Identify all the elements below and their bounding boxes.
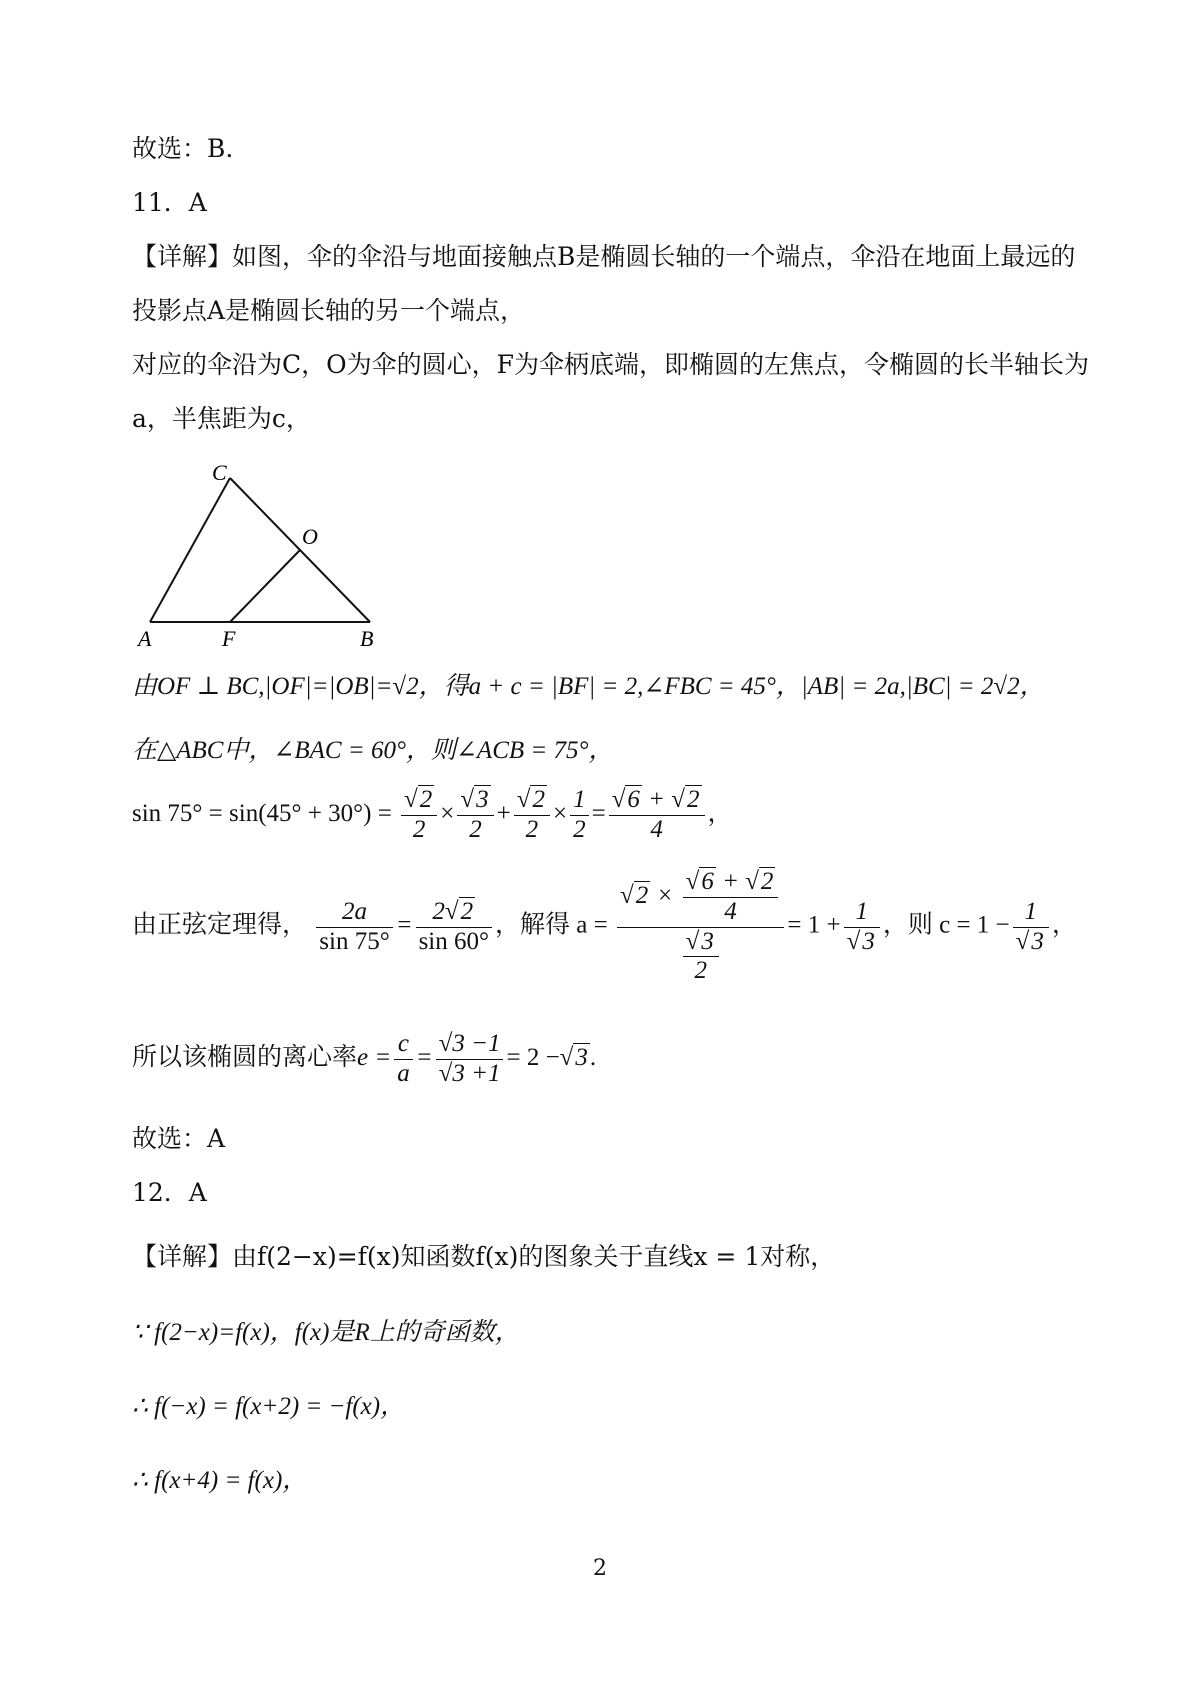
sin75-equation: sin 75° = sin(45° + 30°) = $\frac{√2}{2}$ × $\frac{√3}{2}$ + $\frac{√2}{2}$ × $\frac{1}{2}$ = $\frac{√6 + √2}{4}$ ， (132, 786, 733, 843)
text-line-eq3: ∵ f(2−x)=f(x)，f(x)是R上的奇函数， (132, 1319, 520, 1346)
label-B: B (360, 626, 374, 648)
text-line-eq5: ∴ f(x+4) = f(x)， (132, 1467, 308, 1494)
page-number: 2 (593, 1556, 607, 1581)
text-line: a，半焦距为c， (132, 404, 311, 433)
fraction: $\frac{√3}{2}$ (457, 786, 493, 845)
text-line-eq4: ∴ f(−x) = f(x+2) = −f(x)， (132, 1393, 406, 1420)
eq-lhs: sin 75° = sin(45° + 30°) = (132, 799, 392, 827)
text-line: 故选：B. (132, 134, 234, 163)
fraction: $\frac{√2}{2}$ (514, 786, 550, 845)
text-line-eq2: 在△ABC中，∠BAC = 60°，则∠ACB = 75°， (132, 737, 614, 764)
text-line: 【详解】如图，伞的伞沿与地面接触点B是椭圆长轴的一个端点，伞沿在地面上最远的 (132, 242, 1076, 271)
fraction: $\frac{1}{√3}$ (844, 898, 880, 957)
text-line: 【详解】由f(2−x)=f(x)知函数f(x)的图象关于直线x = 1对称， (132, 1242, 836, 1271)
fraction: $\frac{1}{2}$ (570, 786, 589, 845)
problem-number-12: 12．A (132, 1178, 207, 1207)
edge-FO (230, 550, 300, 622)
text-line: 投影点A是椭圆长轴的另一个端点， (132, 296, 526, 325)
eq-prefix: 由正弦定理得， (132, 911, 308, 939)
problem-number-11: 11．A (132, 188, 207, 217)
label-O: O (302, 524, 318, 549)
edge-AC (150, 478, 230, 622)
fraction: $\frac{√6 + √2}{4}$ (609, 786, 705, 845)
label-C: C (212, 460, 227, 485)
compound-fraction: √2 × $\frac{√6 + √2}{4}$ $\frac{√3}{2}$ (617, 868, 784, 986)
label-F: F (222, 626, 236, 648)
law-of-sines-equation: 由正弦定理得， $\frac{2a}{\sin 75^\circ}$ = $\frac{2√2}{\sin 60^\circ}$ ，解得 a = √2 × $\frac{√6 + √2}{4}$ $\frac{√3}{2}$ = 1 + $\frac{1}{√3}$ ，则 c = 1 − $\frac{1}{√3}$ ， (132, 868, 1077, 985)
text-line-eq1: 由OF ⊥ BC,|OF|=|OB|=√2，得a + c = |BF| = 2,∠FBC = 45°，|AB| = 2a,|BC| = 2√2， (132, 673, 1045, 700)
fraction: $\frac{2a}{\sin 75^\circ}$ (316, 898, 392, 957)
fraction: $\frac{2√2}{\sin 60^\circ}$ (416, 898, 492, 957)
fraction: $\frac{√2}{2}$ (401, 786, 437, 845)
fraction: $\frac{c}{a}$ (394, 1030, 413, 1089)
triangle-diagram (130, 458, 390, 648)
eq-prefix: 所以该椭圆的离心率 (132, 1043, 358, 1071)
eccentricity-equation: 所以该椭圆的离心率e = $\frac{c}{a}$ = $\frac{√3 -1}{√3 +1}$ = 2 −√3. (132, 1030, 597, 1087)
fraction: $\frac{√3 -1}{√3 +1}$ (436, 1030, 504, 1089)
label-A: A (138, 626, 152, 648)
text-line: 故选：A (132, 1124, 226, 1153)
text-line: 对应的伞沿为C，O为伞的圆心，F为伞柄底端，即椭圆的左焦点，令椭圆的长半轴长为 (132, 350, 1089, 379)
fraction: $\frac{1}{√3}$ (1013, 898, 1049, 957)
